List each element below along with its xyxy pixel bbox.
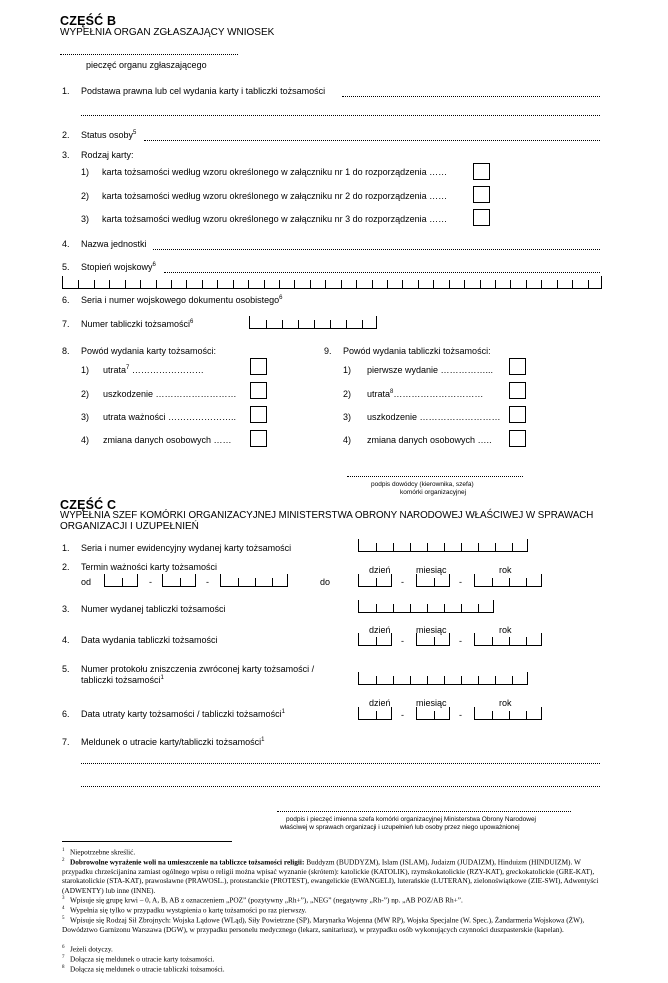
validity-label: Termin ważności karty tożsamości (81, 562, 218, 572)
item-number: 1. (62, 543, 70, 553)
protocol-number-comb[interactable] (358, 672, 528, 685)
item-number: 2. (62, 130, 70, 140)
card-reason-loss-dots: …………………… (131, 365, 204, 375)
comb-divider (294, 280, 295, 288)
footnote-text: Wpisuje się Rodzaj Sił Zbrojnych: Wojska Lądowe (WLąd), Siły Powietrzne (SP), Marynarka Wojenna (MW RP), Wojska Specjalne (W. Spec.), Żandarmeria Wojskowa (ŻW), Dowództwo Garnizonu Warszawa (DGW), w przypadku personelu medycznego (lekarz, sanitariusz), w przypadku osób wykonujących czynności duszpasterskie (kapelan). (62, 915, 585, 934)
date-separator: - (459, 577, 462, 587)
footnote-text: Wypełnia się tylko w przypadku wystąpienia o kartę tożsamości po raz pierwszy. (69, 905, 307, 915)
tag-reason-loss-text: utrata (367, 389, 391, 399)
comb-divider (478, 676, 479, 684)
footnote-2 (62, 856, 602, 895)
item-number: 6. (62, 709, 70, 719)
comb-divider (509, 637, 510, 645)
footnote-ref: 6 (279, 295, 283, 301)
card-type-option-2-label: karta tożsamości według wzoru określonego w załączniku nr 2 do rozporządzenia …… (102, 191, 448, 201)
comb-divider (310, 280, 311, 288)
date-separator: - (401, 636, 404, 646)
footnote-number: 1 (62, 848, 65, 853)
comb-divider (444, 543, 445, 551)
comb-divider (526, 578, 527, 586)
date-separator: - (401, 577, 404, 587)
item-number: 3. (62, 150, 70, 160)
card-type-option-2-checkbox[interactable] (473, 186, 490, 203)
validity-to-year-comb[interactable] (474, 574, 542, 587)
option-number: 1) (81, 365, 90, 375)
comb-divider (509, 578, 510, 586)
status-label-text: Status osoby (81, 130, 134, 140)
footnote-number: 2 (62, 858, 65, 863)
comb-divider (393, 676, 394, 684)
part-b-title: CZĘŚĆ B (60, 14, 117, 28)
footnote-ref: 1 (160, 675, 164, 681)
part-c-subtitle-1: WYPEŁNIA SZEF KOMÓRKI ORGANIZACYJNEJ MINISTERSTWA OBRONY NARODOWEJ WŁAŚCIWEJ W SPRAWACH (60, 510, 594, 521)
comb-divider (376, 676, 377, 684)
comb-divider (255, 578, 256, 586)
comb-divider (272, 578, 273, 586)
commander-signature-line[interactable] (347, 476, 523, 477)
comb-divider (122, 578, 123, 586)
validity-to-day-comb[interactable] (358, 574, 392, 587)
comb-divider (180, 578, 181, 586)
comb-divider (449, 280, 450, 288)
comb-divider (156, 280, 157, 288)
loss-report-field-line2[interactable] (81, 786, 600, 787)
comb-divider (376, 543, 377, 551)
part-c-subtitle-2: ORGANIZACJI I UZUPEŁNIEŃ (60, 521, 199, 532)
tag-issue-day-comb[interactable] (358, 633, 392, 646)
item-number: 1. (62, 86, 70, 96)
item-number: 7. (62, 737, 70, 747)
comb-divider (541, 280, 542, 288)
military-doc-label (81, 295, 282, 305)
loss-date-label-text: Data utraty karty tożsamości / tabliczki tożsamości (81, 709, 282, 719)
item-number: 7. (62, 319, 70, 329)
tag-issue-date-label: Data wydania tabliczki tożsamości (81, 635, 218, 645)
comb-divider (492, 578, 493, 586)
military-doc-label-text: Seria i numer wojskowego dokumentu osobistego (81, 295, 280, 305)
tag-number-comb[interactable] (249, 316, 377, 329)
comb-divider (238, 578, 239, 586)
comb-divider (512, 676, 513, 684)
tag-issue-month-comb[interactable] (416, 633, 450, 646)
item-number: 4. (62, 635, 70, 645)
comb-divider (588, 280, 589, 288)
loss-day-comb[interactable] (358, 707, 392, 720)
footnote-text: Buddyzm (BUDDYZM), Islam (ISLAM), Judaizm (JUDAIZM), Hinduizm (HINDUIZM). W przypadku chrześcijanina zamiast ogólnego wpisu o religii można wpisać wyznanie (skrótem): katolickie (KATOLIK), rzymskokatolickie (RZY-KAT), greckokatolickie (GRE-KAT), starokatolickie (STA-KAT), prawosławne (PRAWOSL.), protestanckie (PROTEST), ewangelickie (EWANGELI), luterańskie (LUTERAN), zielonoświątkowe (ZIE-SWI), Adwentyści (ADWENTY) lub inne (INNE). (62, 857, 599, 895)
footnote-text: Jeżeli dotyczy. (69, 944, 113, 954)
protocol-label-1: Numer protokołu zniszczenia zwróconej karty tożsamości / (81, 664, 315, 674)
item-number: 6. (62, 295, 70, 305)
date-month-label: miesiąc (416, 698, 447, 708)
option-number: 4) (343, 435, 352, 445)
tag-number-label-text: Numer tabliczki tożsamości (81, 319, 191, 329)
rank-field[interactable] (164, 272, 600, 273)
footnote-ref: 7 (126, 365, 130, 371)
tag-reason-damage-checkbox[interactable] (509, 406, 526, 423)
comb-divider (464, 280, 465, 288)
comb-divider (427, 604, 428, 612)
comb-divider (314, 320, 315, 328)
item-number: 5. (62, 262, 70, 272)
option-number: 3) (81, 214, 90, 224)
loss-month-comb[interactable] (416, 707, 450, 720)
comb-divider (557, 280, 558, 288)
loss-report-label (81, 737, 264, 747)
comb-divider (434, 637, 435, 645)
option-number: 1) (343, 365, 352, 375)
card-type-label: Rodzaj karty: (81, 150, 134, 160)
card-reason-loss-checkbox[interactable] (250, 358, 267, 375)
unit-name-field[interactable] (153, 249, 600, 250)
card-reason-label: Powód wydania karty tożsamości: (81, 346, 217, 356)
comb-divider (171, 280, 172, 288)
tag-reason-first-label: pierwsze wydanie ……………... (367, 365, 494, 375)
tag-issued-number-label: Numer wydanej tabliczki tożsamości (81, 604, 226, 614)
comb-divider (427, 543, 428, 551)
footnote-text: Dołącza się meldunek o utracie karty tożsamości. (69, 954, 215, 964)
footnote-ref: 6 (190, 319, 194, 325)
option-number: 2) (343, 389, 352, 399)
card-serial-comb[interactable] (358, 539, 528, 552)
comb-divider (410, 543, 411, 551)
comb-divider (372, 280, 373, 288)
tag-reason-loss-checkbox[interactable] (509, 382, 526, 399)
option-number: 3) (81, 412, 90, 422)
date-day-label: dzień (369, 565, 391, 575)
comb-divider (282, 320, 283, 328)
protocol-label-2 (81, 675, 164, 685)
comb-divider (125, 280, 126, 288)
comb-divider (444, 676, 445, 684)
card-reason-loss-text: utrata (103, 365, 127, 375)
card-reason-expired-label: utrata ważności ………………….. (103, 412, 237, 422)
comb-divider (186, 280, 187, 288)
footnote-ref: 1 (261, 737, 265, 743)
card-type-option-3-checkbox[interactable] (473, 209, 490, 226)
footnote-text: Wpisuje się grupę krwi – 0, A, B, AB z oznaczeniem „POZ” (pozytywny „Rh+”), „NEG” (negatywny „Rh-”) np. „AB POZ/AB Rh+”. (69, 895, 463, 905)
footnote-bold-text: Dobrowolne wyrażenie woli na umieszczenie na tabliczce tożsamości religii: (69, 857, 305, 867)
option-number: 1) (81, 167, 90, 177)
loss-report-field-line1[interactable] (81, 763, 600, 764)
card-reason-data-change-checkbox[interactable] (250, 430, 267, 447)
date-separator: - (459, 636, 462, 646)
comb-divider (140, 280, 141, 288)
card-reason-loss-label (103, 365, 204, 375)
comb-divider (512, 543, 513, 551)
legal-basis-field-line2[interactable] (81, 115, 600, 116)
comb-divider (356, 280, 357, 288)
comb-divider (325, 280, 326, 288)
protocol-label-2-text: tabliczki tożsamości (81, 675, 161, 685)
comb-divider (526, 711, 527, 719)
rank-label (81, 262, 156, 272)
comb-divider (433, 280, 434, 288)
head-signature-line[interactable] (277, 811, 571, 812)
validity-to-label: do (320, 577, 331, 587)
footnote-ref: 5 (133, 130, 137, 136)
comb-divider (410, 676, 411, 684)
date-year-label: rok (499, 625, 512, 635)
comb-divider (495, 543, 496, 551)
comb-divider (461, 543, 462, 551)
card-reason-data-change-label: zmiana danych osobowych …… (103, 435, 232, 445)
card-serial-label: Seria i numer ewidencyjny wydanej karty tożsamości (81, 543, 292, 553)
tag-number-label (81, 319, 193, 329)
part-b-subtitle: WYPEŁNIA ORGAN ZGŁASZAJĄCY WNIOSEK (60, 27, 275, 38)
rank-label-text: Stopień wojskowy (81, 262, 153, 272)
footnote-number: 4 (62, 906, 65, 911)
comb-divider (526, 637, 527, 645)
validity-from-year-comb[interactable] (220, 574, 288, 587)
date-month-label: miesiąc (416, 565, 447, 575)
loss-report-label-text: Meldunek o utracie karty/tabliczki tożsamości (81, 737, 262, 747)
comb-divider (376, 604, 377, 612)
validity-from-label: od (81, 577, 92, 587)
comb-divider (495, 280, 496, 288)
item-number: 9. (324, 346, 332, 356)
comb-divider (279, 280, 280, 288)
comb-divider (393, 604, 394, 612)
comb-divider (376, 637, 377, 645)
comb-divider (434, 578, 435, 586)
card-type-option-3-label: karta tożsamości według wzoru określonego w załączniku nr 3 do rozporządzenia …… (102, 214, 448, 224)
item-number: 4. (62, 239, 70, 249)
comb-divider (298, 320, 299, 328)
status-label (81, 130, 136, 140)
commander-signature-caption-1: podpis dowódcy (kierownika, szefa) (371, 481, 474, 488)
tag-reason-damage-label: uszkodzenie ……………………… (367, 412, 501, 422)
legal-basis-label: Podstawa prawna lub cel wydania karty i tabliczki tożsamości (81, 86, 326, 96)
comb-divider (492, 711, 493, 719)
option-number: 2) (81, 389, 90, 399)
legal-basis-field[interactable] (342, 96, 600, 97)
rank-comb-field[interactable] (62, 276, 602, 289)
card-reason-damage-checkbox[interactable] (250, 382, 267, 399)
comb-divider (393, 543, 394, 551)
part-c-title: CZĘŚĆ C (60, 498, 117, 512)
tag-reason-first-checkbox[interactable] (509, 358, 526, 375)
date-day-label: dzień (369, 625, 391, 635)
comb-divider (248, 280, 249, 288)
comb-divider (330, 320, 331, 328)
card-type-option-1-label: karta tożsamości według wzoru określonego w załączniku nr 1 do rozporządzenia …… (102, 167, 448, 177)
card-reason-expired-checkbox[interactable] (250, 406, 267, 423)
date-year-label: rok (499, 698, 512, 708)
comb-divider (480, 280, 481, 288)
head-signature-caption-2: właściwej w sprawach organizacji i uzupełnień lub osoby przez niego upoważnionej (280, 824, 520, 831)
comb-divider (264, 280, 265, 288)
footnote-text: Niepotrzebne skreślić. (69, 847, 136, 857)
item-number: 5. (62, 664, 70, 674)
footnote-ref: 6 (152, 262, 156, 268)
stamp-line (60, 54, 238, 55)
comb-divider (78, 280, 79, 288)
stamp-label: pieczęć organu zgłaszającego (86, 60, 207, 70)
comb-divider (434, 711, 435, 719)
comb-divider (341, 280, 342, 288)
footnote-text: Dołącza się meldunek o utracie tabliczki tożsamości. (69, 964, 225, 974)
item-number: 8. (62, 346, 70, 356)
comb-divider (217, 280, 218, 288)
footnote-separator (62, 841, 232, 842)
footnote-number: 3 (62, 896, 65, 901)
comb-divider (266, 320, 267, 328)
tag-reason-data-change-checkbox[interactable] (509, 430, 526, 447)
validity-from-day-comb[interactable] (104, 574, 138, 587)
tag-reason-label: Powód wydania tabliczki tożsamości: (343, 346, 491, 356)
tag-reason-loss-dots: ………………………… (393, 389, 484, 399)
unit-name-label: Nazwa jednostki (81, 239, 147, 249)
footnote-number: 8 (62, 965, 65, 970)
option-number: 2) (81, 191, 90, 201)
date-separator: - (401, 710, 404, 720)
footnote-number: 7 (62, 955, 65, 960)
validity-to-month-comb[interactable] (416, 574, 450, 587)
date-separator: - (149, 577, 152, 587)
comb-divider (410, 604, 411, 612)
comb-divider (492, 637, 493, 645)
comb-divider (461, 676, 462, 684)
head-signature-caption-1: podpis i pieczęć imienna szefa komórki organizacyjnej Ministerstwa Obrony Narodowej (286, 816, 536, 823)
item-number: 2. (62, 562, 70, 572)
comb-divider (387, 280, 388, 288)
comb-divider (572, 280, 573, 288)
comb-divider (444, 604, 445, 612)
tag-issue-year-comb[interactable] (474, 633, 542, 646)
date-separator: - (459, 710, 462, 720)
comb-divider (495, 676, 496, 684)
comb-divider (402, 280, 403, 288)
comb-divider (510, 280, 511, 288)
validity-from-month-comb[interactable] (162, 574, 196, 587)
loss-date-label (81, 709, 285, 719)
comb-divider (94, 280, 95, 288)
footnote-8 (62, 963, 602, 974)
comb-divider (362, 320, 363, 328)
comb-divider (526, 280, 527, 288)
footnote-5 (62, 914, 602, 934)
option-number: 3) (343, 412, 352, 422)
footnote-number: 6 (62, 945, 65, 950)
loss-year-comb[interactable] (474, 707, 542, 720)
comb-divider (509, 711, 510, 719)
date-month-label: miesiąc (416, 625, 447, 635)
item-number: 3. (62, 604, 70, 614)
comb-divider (461, 604, 462, 612)
comb-divider (376, 711, 377, 719)
tag-issued-number-comb[interactable] (358, 600, 494, 613)
comb-divider (346, 320, 347, 328)
footnote-ref: 8 (390, 389, 394, 395)
comb-divider (478, 604, 479, 612)
footnote-ref: 1 (281, 709, 285, 715)
date-separator: - (206, 577, 209, 587)
card-reason-damage-label: uszkodzenie ……………………… (103, 389, 237, 399)
footnote-number: 5 (62, 916, 65, 921)
date-year-label: rok (499, 565, 512, 575)
comb-divider (427, 676, 428, 684)
status-field[interactable] (144, 140, 600, 141)
comb-divider (109, 280, 110, 288)
comb-divider (376, 578, 377, 586)
card-type-option-1-checkbox[interactable] (473, 163, 490, 180)
tag-reason-loss-label (367, 389, 483, 399)
comb-divider (478, 543, 479, 551)
comb-divider (202, 280, 203, 288)
tag-reason-data-change-label: zmiana danych osobowych ….. (367, 435, 492, 445)
commander-signature-caption-2: komórki organizacyjnej (400, 489, 467, 496)
date-day-label: dzień (369, 698, 391, 708)
comb-divider (233, 280, 234, 288)
option-number: 4) (81, 435, 90, 445)
comb-divider (418, 280, 419, 288)
